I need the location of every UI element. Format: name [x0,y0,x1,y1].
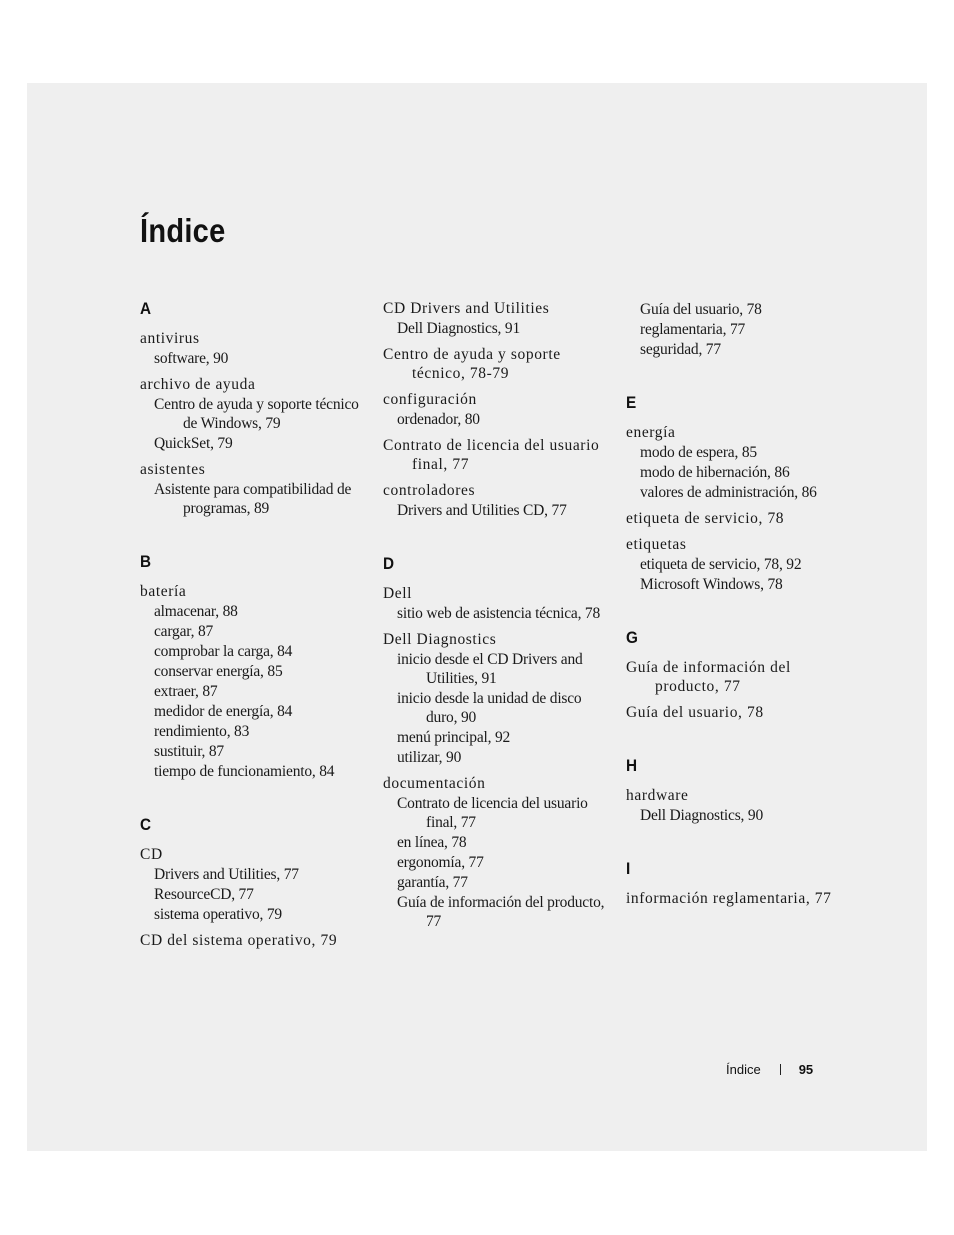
index-term: configuración [383,391,477,408]
index-term: información reglamentaria, 77 [626,890,832,907]
index-term: CD del sistema operativo, 79 [140,932,338,949]
index-entry [383,299,615,338]
index-subentry: garantía, 77 [397,874,468,891]
index-term: Contrato de licencia del usuario final, 77 [383,437,600,473]
index-subentry: utilizar, 90 [397,749,462,766]
index-entry [140,329,372,368]
index-term: Guía del usuario, 78 [626,704,764,721]
section-letter: E [626,393,637,412]
section-letter: I [626,859,631,878]
index-entry [140,460,372,518]
index-term: etiquetas [626,536,687,553]
index-entry [383,584,615,623]
index-subentry: extraer, 87 [154,683,218,700]
index-entry [383,436,615,474]
index-subentry: Centro de ayuda y soporte técnico de Windows, 79 [154,396,359,432]
index-section [626,756,858,825]
index-subentry: Dell Diagnostics, 91 [397,320,520,337]
index-section [140,552,372,781]
index-subentry: Contrato de licencia del usuario final, 77 [397,795,588,831]
index-subentry: medidor de energía, 84 [154,703,293,720]
section-letter: C [140,815,152,834]
footer-separator [780,1064,781,1075]
index-term: asistentes [140,461,206,478]
index-term: antivirus [140,330,200,347]
index-entry [383,345,615,383]
index-entry [383,630,615,767]
index-entry [626,658,858,696]
index-entry [626,509,858,528]
index-subentry: Guía de información del producto, 77 [397,894,605,930]
index-entry [140,845,372,924]
page-number: 95 [798,1062,814,1077]
index-entry [626,889,858,908]
index-subentry: Asistente para compatibilidad de programas, 89 [154,481,352,517]
index-subentry: rendimiento, 83 [154,723,250,740]
index-subentry: sistema operativo, 79 [154,906,282,923]
index-subentry: cargar, 87 [154,623,214,640]
index-entry [140,931,372,950]
index-subentry: etiqueta de servicio, 78, 92 [640,556,802,573]
index-column-3 [626,299,858,942]
section-letter: B [140,552,152,571]
index-section [383,299,615,520]
page-title: Índice [140,212,226,249]
index-term: energía [626,424,676,441]
section-letter: G [626,628,638,647]
index-section [626,300,858,359]
index-subentry: Drivers and Utilities CD, 77 [397,502,567,519]
index-section [140,299,372,518]
index-entry [140,375,372,453]
index-section [626,859,858,908]
index-subentry: en línea, 78 [397,834,467,851]
index-term: CD Drivers and Utilities [383,300,550,317]
index-entry [383,481,615,520]
index-term: Guía de información del producto, 77 [626,659,791,695]
index-section [383,554,615,931]
index-entry [140,582,372,781]
index-entry [383,774,615,931]
index-entry [383,390,615,429]
section-letter: D [383,554,395,573]
index-section [626,628,858,722]
index-entry [626,535,858,594]
index-term: etiqueta de servicio, 78 [626,510,785,527]
index-section [626,393,858,594]
index-entry [626,703,858,722]
index-subentry: comprobar la carga, 84 [154,643,293,660]
index-subentry: Dell Diagnostics, 90 [640,807,763,824]
index-subentry: sitio web de asistencia técnica, 78 [397,605,601,622]
index-subentry: sustituir, 87 [154,743,224,760]
index-subentry: conservar energía, 85 [154,663,283,680]
index-subentry: seguridad, 77 [640,341,721,358]
index-entry [626,300,858,359]
index-column-1 [140,299,372,984]
index-term: CD [140,846,163,863]
index-term: Centro de ayuda y soporte técnico, 78-79 [383,346,561,382]
section-letter: H [626,756,638,775]
index-subentry: ordenador, 80 [397,411,480,428]
page-footer [726,1062,813,1077]
index-subentry: modo de espera, 85 [640,444,757,461]
index-subentry: modo de hibernación, 86 [640,464,790,481]
index-term: hardware [626,787,689,804]
index-subentry: software, 90 [154,350,229,367]
index-subentry: tiempo de funcionamiento, 84 [154,763,335,780]
index-term: Dell [383,585,413,602]
index-term: documentación [383,775,486,792]
index-subentry: inicio desde el CD Drivers and Utilities, 91 [397,651,583,687]
section-letter: A [140,299,152,318]
index-term: Dell Diagnostics [383,631,497,648]
index-subentry: Guía del usuario, 78 [640,301,762,318]
index-subentry: Microsoft Windows, 78 [640,576,783,593]
index-subentry: reglamentaria, 77 [640,321,746,338]
index-column-2 [383,299,615,965]
index-term: batería [140,583,187,600]
index-subentry: QuickSet, 79 [154,435,233,452]
index-subentry: inicio desde la unidad de disco duro, 90 [397,690,582,726]
index-entry [626,786,858,825]
index-subentry: valores de administración, 86 [640,484,817,501]
index-term: controladores [383,482,476,499]
index-subentry: Drivers and Utilities, 77 [154,866,299,883]
index-section [140,815,372,950]
footer-label: Índice [726,1062,761,1077]
index-subentry: almacenar, 88 [154,603,238,620]
index-term: archivo de ayuda [140,376,256,393]
index-subentry: ergonomía, 77 [397,854,484,871]
index-subentry: ResourceCD, 77 [154,886,254,903]
index-subentry: menú principal, 92 [397,729,511,746]
index-entry [626,423,858,502]
